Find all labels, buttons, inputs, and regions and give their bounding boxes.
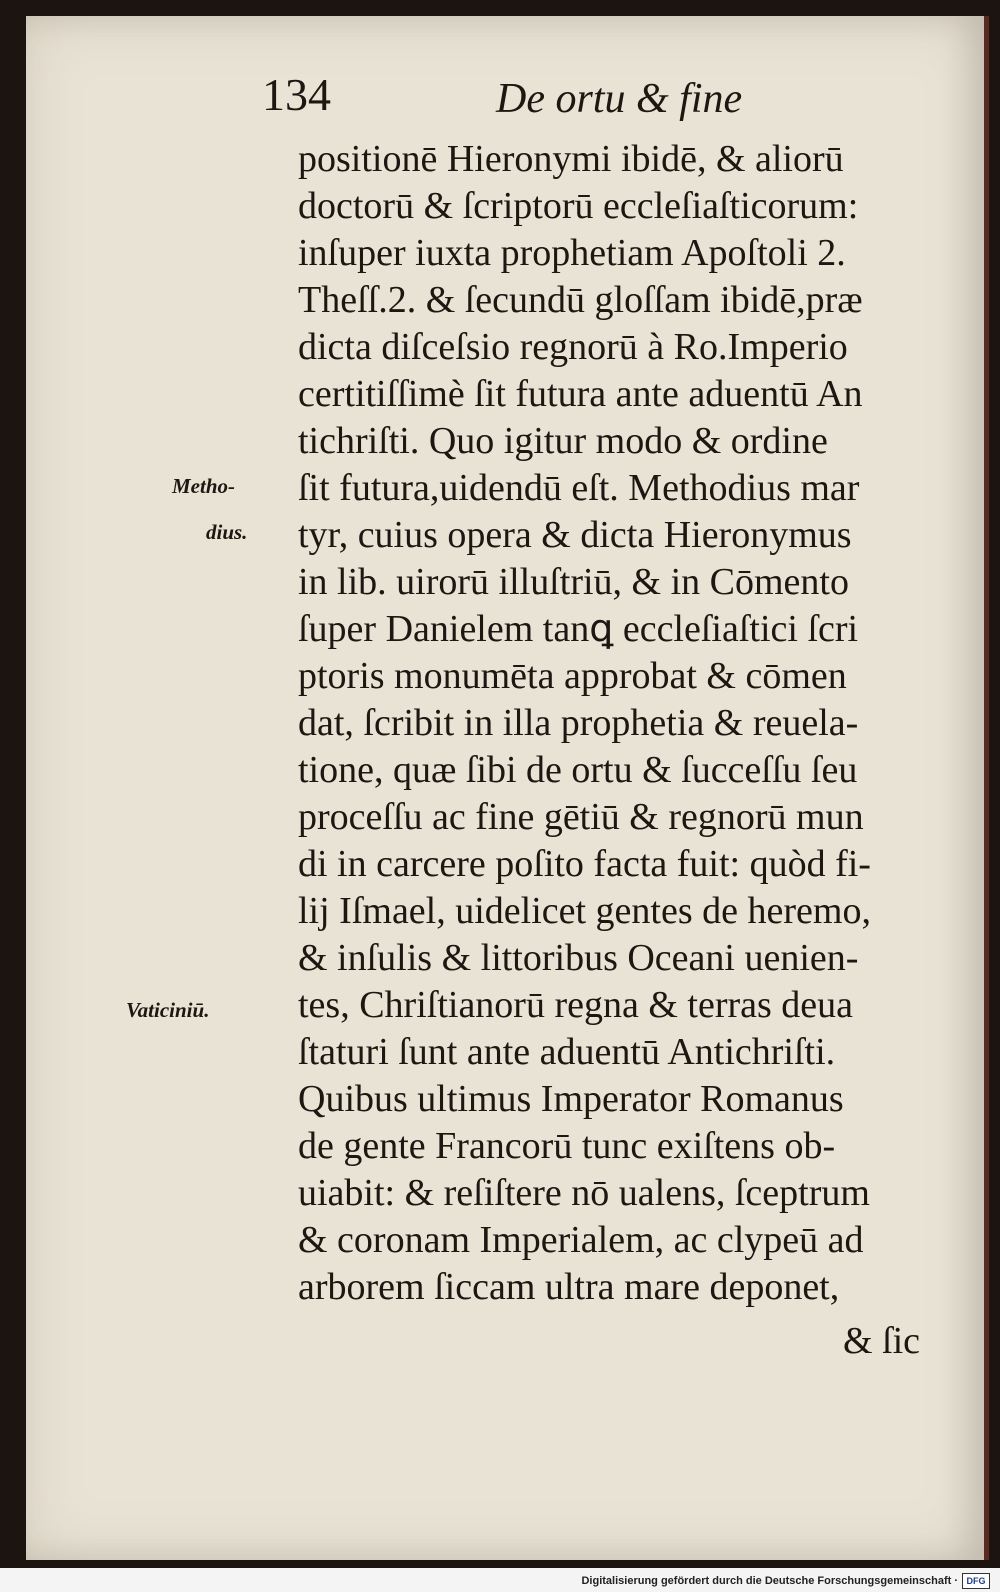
text-line: dicta diſceſsio regnorū à Ro.Imperio	[298, 326, 848, 368]
text-line: ſit futura,uidendū eſt. Methodius mar	[298, 467, 860, 509]
text-line: certitiſſimè ſit futura ante aduentū An	[298, 373, 863, 415]
page-number: 134	[262, 69, 331, 120]
text-line: uiabit: & reſiſtere nō ualens, ſceptrum	[298, 1172, 870, 1214]
text-line: tichriſti. Quo igitur modo & ordine	[298, 420, 828, 462]
footer-credit: Digitalisierung gefördert durch die Deutsche Forschungsgemeinschaft ·	[581, 1575, 958, 1587]
catchword: & ſic	[842, 1320, 920, 1362]
text-line: Theſſ.2. & ſecundū gloſſam ibidē,præ	[298, 279, 863, 321]
text-line: tyr, cuius opera & dicta Hieronymus	[298, 514, 852, 556]
margin-note-vaticinium: Vaticiniū.	[126, 998, 210, 1022]
text-line: di in carcere poſito facta fuit: quòd fi-	[298, 843, 871, 885]
margin-note-methodius: Metho-	[172, 474, 235, 498]
text-line: ptoris monumēta approbat & cōmen	[298, 655, 847, 697]
text-line: in lib. uirorū illuſtriū, & in Cōmento	[298, 561, 849, 603]
text-line: Quibus ultimus Imperator Romanus	[298, 1078, 844, 1120]
text-line: lij Iſmael, uidelicet gentes de heremo,	[298, 890, 871, 932]
text-line: de gente Francorū tunc exiſtens ob-	[298, 1125, 836, 1167]
running-head: De ortu & fine	[496, 76, 743, 122]
text-line: & coronam Imperialem, ac clypeū ad	[298, 1219, 864, 1261]
text-line: & inſulis & littoribus Oceani uenien-	[298, 937, 859, 979]
text-line: ſuper Danielem tanꝗ eccleſiaſtici ſcri	[298, 608, 859, 650]
text-line: tione, quæ ſibi de ortu & ſucceſſu ſeu	[298, 749, 858, 791]
text-line: arborem ſiccam ultra mare deponet,	[298, 1266, 840, 1308]
text-line: dat, ſcribit in illa prophetia & reuela-	[298, 702, 859, 744]
dfg-logo: DFG	[962, 1573, 990, 1589]
text-line: positionē Hieronymi ibidē, & aliorū	[298, 138, 844, 180]
text-line: ſtaturi ſunt ante aduentū Antichriſti.	[298, 1031, 836, 1073]
text-line: doctorū & ſcriptorū eccleſiaſticorum:	[298, 185, 859, 227]
text-line: proceſſu ac fine gētiū & regnorū mun	[298, 796, 864, 838]
margin-note-methodius-cont: dius.	[206, 520, 248, 544]
text-line: inſuper iuxta prophetiam Apoſtoli 2.	[298, 232, 846, 274]
text-line: tes, Chriſtianorū regna & terras deua	[298, 984, 854, 1026]
